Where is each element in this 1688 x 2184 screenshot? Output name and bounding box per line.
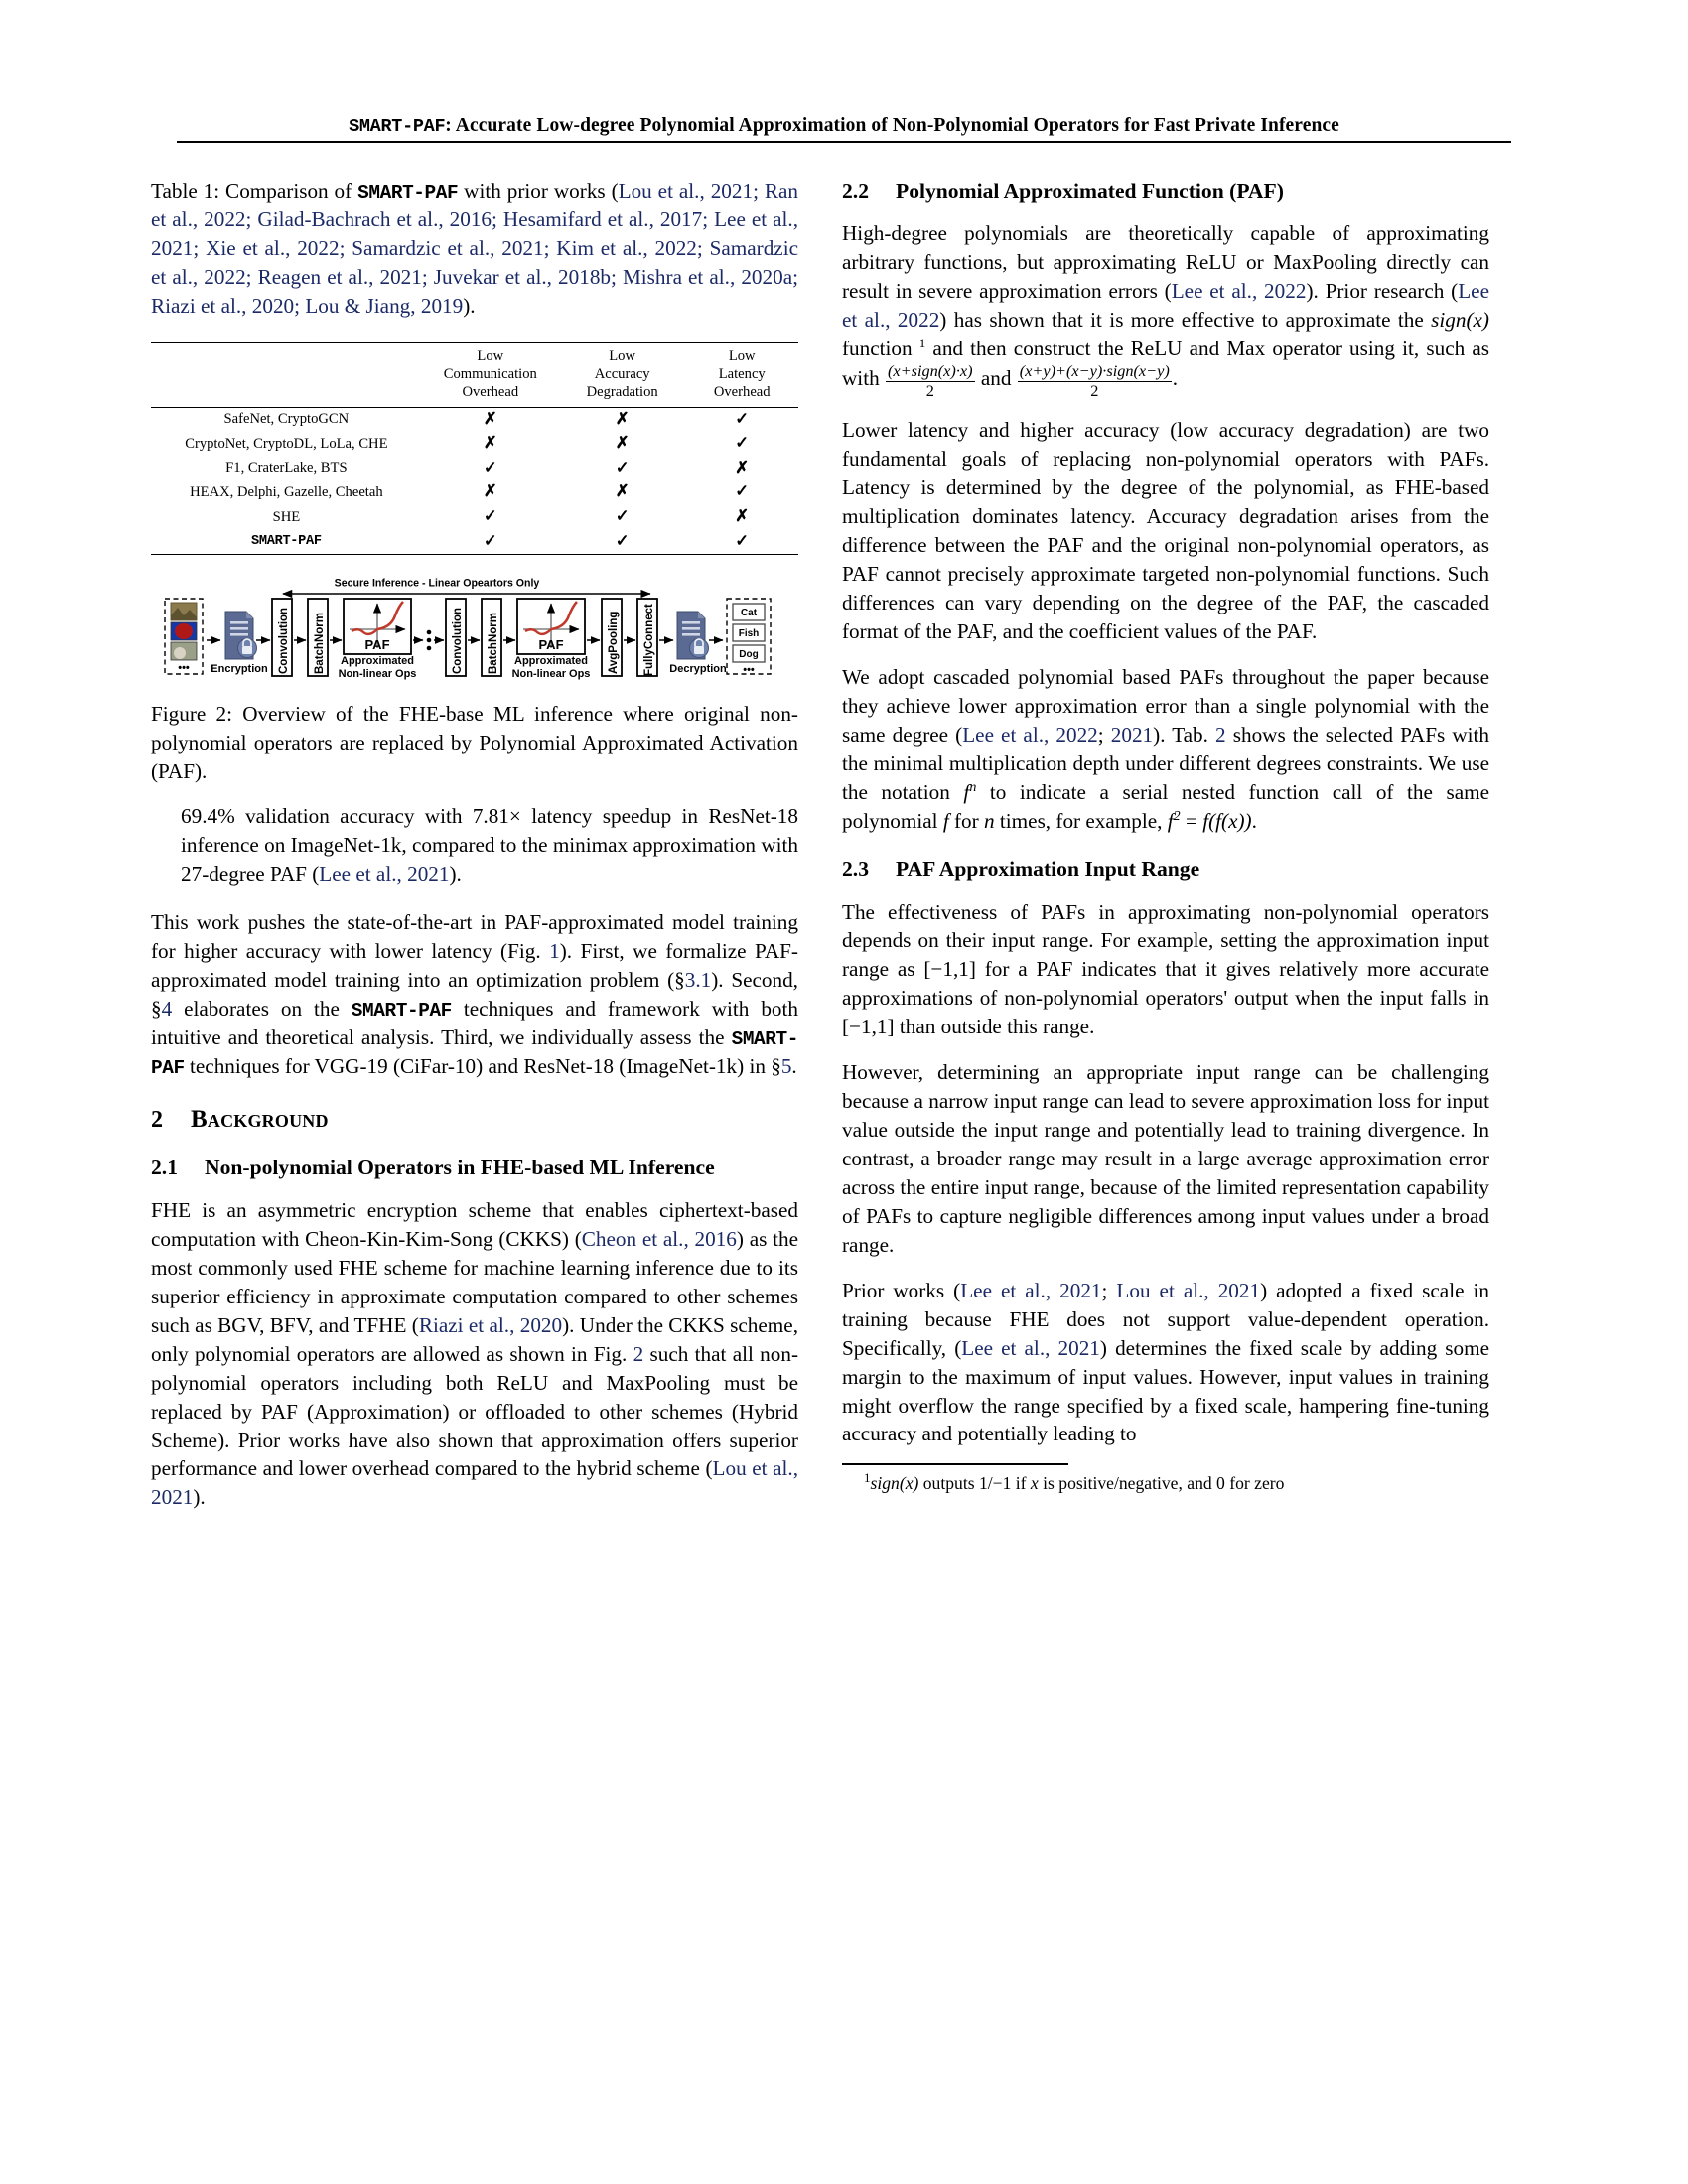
cross-icon: ✗ [483,408,497,428]
quote-pre: 69.4% validation accuracy with 7.81× latency speedup in ResNet-18 inference on ImageNet-1k, compared to the minimax approximation with 27-degree PAF ( [181,803,798,886]
col1-line3: Degradation [586,384,658,401]
cross-icon: ✗ [735,506,750,526]
output-label-cat: Cat [740,608,758,619]
paf-block-1-label: PAF [364,637,390,653]
paragraph-lower-latency: Lower latency and higher accuracy (low accuracy degradation) are two fundamental goals of replacing non-polynomial operators with PAFs. Latency is determined by the degree of the polynomial, as FHE-based multiplication dominates latency. Accuracy degradation arises from the difference between the PAF and the original non-polynomial operators, as PAF cannot precisely approximate targeted non-polynomial functions. Such differences can vary depending on the degree of the PAF, the cascaded format of the PAF, and the coefficient values of the PAF. [842,418,1489,643]
section-22-number: 2.2 [842,179,869,203]
cross-icon: ✗ [483,481,497,501]
check-icon: ✓ [483,506,497,526]
footnote-1 [842,1469,1489,1495]
input-ellipsis: ••• [178,662,190,675]
hd-cite-lee1[interactable]: Lee et al., 2022 [1171,278,1307,303]
contrib-p6: techniques for VGG-19 (CiFar-10) and ResNet-18 (ImageNet-1k) in § [184,1054,781,1079]
check-icon: ✓ [615,506,630,526]
table-row [151,529,798,554]
contrib-p3: ). Second, § [151,967,798,1021]
table-row-name: SMART-PAF [251,533,322,549]
block-fullyconnect-label: FullyConnect [643,604,655,677]
casc-p4: shows the selected PAFs with the minimal multiplication depth under different degrees constraints. We use the notation [842,722,1489,804]
block-batchnorm-2-label: BatchNorm [488,613,499,675]
contribution-quote [151,802,798,888]
hd-p7: . [1172,365,1179,390]
fhe-p1: FHE is an asymmetric encryption scheme that enables ciphertext-based computation with Cheon-Kin-Kim-Song (CKKS) ( [151,1198,798,1251]
casc-p2: ; [1097,722,1111,747]
table-row-name: SafeNet, CryptoGCN [223,411,350,428]
block-convolution-1-label: Convolution [278,608,290,675]
hd-p2: ). Prior research ( [1306,278,1459,303]
table1-caption-lead: Table 1: Comparison of [151,179,358,203]
hd-p1: High-degree polynomials are theoretically capable of approximating arbitrary functions, but approximating ReLU or MaxPooling directly can result in severe approximation errors ( [842,221,1489,303]
formula-relu [886,360,975,400]
check-icon: ✓ [615,457,630,477]
contrib-mono2: SMART-PAF [151,1028,798,1080]
casc-tab2-ref[interactable]: 2 [1215,722,1226,747]
fhe-cite-cheon[interactable]: Cheon et al., 2016 [581,1226,737,1251]
casc-f-symbol: f [942,808,949,833]
paragraph-prior-works [842,1277,1489,1449]
footnote-1-text-a: outputs 1/−1 if [918,1472,1031,1493]
paragraph-fhe [151,1196,798,1512]
casc-ffx: f(f(x)) [1202,808,1252,833]
casc-p3: ). Tab. [1153,722,1216,747]
col0-line1: Low [477,348,504,365]
fhe-p5: ). [193,1485,206,1510]
section-2-title: Background [191,1105,329,1133]
casc-fn-base: f [963,779,970,804]
contrib-mono1: SMART-PAF [351,999,452,1022]
table-row [151,505,798,530]
casc-n-symbol: n [984,808,995,833]
paragraph-contributions [151,908,798,1082]
col2-line1: Low [728,348,756,365]
formula-max-denominator: 2 [1090,380,1099,400]
input-image-2-detail [175,623,193,639]
section-22-heading [842,177,1489,205]
casc-cite-2021[interactable]: 2021 [1110,722,1154,747]
paragraph-high-degree [842,219,1489,399]
output-label-fish: Fish [738,628,760,640]
table-rule-bottom [151,555,798,556]
check-icon: ✓ [735,408,750,428]
paf-block-2-sub2: Non-linear Ops [511,668,591,681]
section-21-title: Non-polynomial Operators in FHE-based ML Inference [205,1155,715,1179]
figure2-caption: Figure 2: Overview of the FHE-base ML inference where original non-polynomial operators are replaced by Polynomial Approximated Activation (PAF). [151,702,798,783]
table-header-row [151,343,798,407]
formula-relu-denominator: 2 [925,380,934,400]
footnote-1-sign: sign(x) [870,1472,919,1493]
output-ellipsis: ••• [743,664,755,677]
check-icon: ✓ [483,457,497,477]
check-icon: ✓ [615,530,630,550]
secure-inference-label: Secure Inference - Linear Opeartors Only [334,577,540,590]
casc-p1: We adopt cascaded polynomial based PAFs throughout the paper because they achieve lower approximation error than a single polynomial with the same degree ( [842,664,1489,747]
quote-post: ). [449,861,462,886]
hd-p3: ) has shown that it is more effective to approximate the [939,307,1432,332]
running-header-rest: : Accurate Low-degree Polynomial Approximation of Non-Polynomial Operators for Fast Private Inference [445,115,1339,136]
fhe-p3: ). Under the CKKS scheme, only polynomial operators are allowed as shown in Fig. [151,1312,798,1366]
casc-p5: to indicate a serial nested function call of the same polynomial [842,779,1489,833]
check-icon: ✓ [735,433,750,453]
table1-caption-mono: SMART-PAF [357,182,459,204]
casc-cite-lee2022[interactable]: Lee et al., 2022 [962,722,1098,747]
cross-icon: ✗ [735,457,750,477]
fhe-cite-lou[interactable]: Lou et al., 2021 [151,1456,798,1510]
hd-p4: function [842,336,919,360]
section-2-heading [151,1106,798,1134]
fhe-p4: such that all non-polynomial operators including both ReLU and MaxPooling must be replaced by PAF (Approximation) or offloaded to other schemes (Hybrid Scheme). Prior works have also shown that approximation offers superior performance and lower overhead compared to the hybrid scheme ( [151,1341,798,1481]
hd-cite-lee2[interactable]: Lee et al., 2022 [842,278,1489,332]
paf-block-1-sub1: Approximated [341,655,414,668]
rule-line [151,555,798,556]
paf-block-1-sub2: Non-linear Ops [338,668,417,681]
prior-p3: ) adopted a fixed scale in training because FHE does not support value-dependent operation. Specifically, ( [842,1278,1489,1360]
table-header-latency [685,343,798,407]
right-column [842,177,1489,1494]
section-23-number: 2.3 [842,857,869,882]
table-row-name: SHE [272,508,301,525]
fhe-p2: ) as the most commonly used FHE scheme for machine learning inference due to its superior efficiency in approximate computation compared to other schemes such as BGV, BFV, and TFHE ( [151,1226,798,1337]
col2-line2: Latency [718,366,766,383]
contrib-sec31-ref[interactable]: 3.1 [684,967,712,992]
input-image-3-detail [174,647,186,659]
cross-icon: ✗ [615,481,630,501]
check-icon: ✓ [735,481,750,501]
contrib-p5: techniques and framework with both intuitive and theoretical analysis. Third, we individually assess the [151,996,798,1049]
fhe-fig2-ref[interactable]: 2 [633,1341,644,1366]
check-icon: ✓ [483,530,497,550]
casc-p8: = [1180,808,1203,833]
block-avgpooling-label: AvgPooling [608,611,620,675]
cross-icon: ✗ [483,433,497,453]
formula-relu-numerator: (x+sign(x)·x) [887,360,973,380]
table1-caption-citation[interactable]: Lou et al., 2021; Ran et al., 2022; Gilad-Bachrach et al., 2016; Hesamifard et al., 2017; Lee et al., 2021; Xie et al., 2022; Samardzic et al., 2021; Kim et al., 2022; Samardzic et al., 2022; Reagen et al., 2021; Juvekar et al., 2018b; Mishra et al., 2020a; Riazi et al., 2020; Lou & Jiang, 2019 [151,179,798,319]
table-row [151,457,798,481]
block-batchnorm-1-label: BatchNorm [314,613,326,675]
casc-p7: times, for example, [994,808,1168,833]
casc-p9: . [1251,808,1257,833]
section-22-title: Polynomial Approximated Function (PAF) [896,179,1284,203]
encryption-label: Encryption [211,663,268,676]
footnote-marker-1[interactable]: 1 [918,335,926,350]
comparison-table [151,342,798,555]
sequence-dots-1 [427,630,432,651]
hd-p6: and [975,365,1017,390]
paragraph-input-range: The effectiveness of PAFs in approximating non-polynomial operators depends on their input range. For example, setting the approximation input range as [−1,1] for a PAF indicates that it gives relatively more accurate approximations of non-polynomial operators' output when the input falls in [−1,1] than outside this range. [842,899,1489,1039]
formula-max-numerator: (x+y)+(x−y)·sign(x−y) [1019,360,1170,380]
contrib-sec4-ref[interactable]: 4 [161,996,173,1021]
formula-max [1018,360,1172,400]
col1-line1: Low [609,348,636,365]
table-row-name: F1, CraterLake, BTS [225,460,348,477]
quote-citation[interactable]: Lee et al., 2021 [319,861,450,886]
table-row [151,432,798,457]
hd-p5: and then construct the ReLU and Max operator using it, such as with [842,336,1489,390]
cross-icon: ✗ [615,408,630,428]
fhe-cite-riazi[interactable]: Riazi et al., 2020 [418,1312,563,1337]
col1-line2: Accuracy [594,366,650,383]
table-header-communication [422,343,559,407]
table1-caption-mid: with prior works ( [458,179,619,203]
check-icon: ✓ [735,530,750,550]
table-row [151,480,798,505]
section-2-number: 2 [151,1106,164,1133]
left-column [151,177,798,1529]
table-row-name: HEAX, Delphi, Gazelle, Cheetah [190,483,383,500]
col0-line3: Overhead [462,384,519,401]
running-header-mono: SMART-PAF [349,116,446,137]
table-row-name: CryptoNet, CryptoDL, LoLa, CHE [185,435,388,452]
col2-line3: Overhead [713,384,771,401]
section-23-title: PAF Approximation Input Range [896,857,1200,882]
footnote-rule [842,1463,1068,1464]
prior-cite-lee2021a[interactable]: Lee et al., 2021 [960,1278,1102,1302]
section-21-heading [151,1154,798,1181]
prior-cite-lee2021b[interactable]: Lee et al., 2021 [961,1335,1100,1360]
figure2-diagram [151,575,798,682]
casc-f2-exponent: 2 [1173,808,1181,824]
decryption-icon [677,612,709,659]
casc-f2-base: f [1167,808,1174,833]
table1-caption-tail: ). [463,294,476,319]
contrib-p4: elaborates on the [172,996,352,1021]
footnote-1-x: x [1030,1472,1039,1493]
running-header [177,115,1511,137]
comparison-table-body [151,408,798,555]
footnote-1-text-b: is positive/negative, and 0 for zero [1038,1472,1285,1493]
paf-block-2-label: PAF [538,637,564,653]
contrib-sec5-ref[interactable]: 5 [780,1054,792,1079]
hd-sign-function: sign(x) [1431,307,1489,332]
casc-fn-exponent: n [969,779,977,795]
contrib-p7: . [791,1054,797,1079]
table1-caption [151,177,798,321]
prior-cite-lou2021[interactable]: Lou et al., 2021 [1116,1278,1261,1302]
prior-p4: ) determines the fixed scale by adding some margin to the maximum of input values. However, input values in training might overflow the range specified by a fixed scale, hampering fine-tuning accuracy and potentially leading to [842,1335,1489,1446]
paragraph-cascaded [842,663,1489,836]
encryption-icon [225,612,257,659]
cross-icon: ✗ [615,433,630,453]
output-label-dog: Dog [739,649,759,661]
block-convolution-2-label: Convolution [452,608,464,675]
footnote-1-marker: 1 [864,1469,871,1485]
table-header-accuracy [559,343,686,407]
table-row [151,408,798,433]
section-23-heading [842,855,1489,883]
contrib-p2: ). First, we formalize PAF-approximated model training into an optimization problem (§ [151,938,798,992]
col0-line2: Communication [443,366,537,383]
paf-block-2-sub1: Approximated [514,655,588,668]
contrib-p1: This work pushes the state-of-the-art in PAF-approximated model training for higher accuracy with lower latency (Fig. [151,909,798,963]
table-header-blank [151,343,422,407]
paragraph-however: However, determining an appropriate input range can be challenging because a narrow input range can lead to severe approximation loss for input value outside the input range and potentially lead to training divergence. In contrast, a broader range may result in a large average approximation error across the entire input range, because of the limited representation capability of PAFs to capture negligible differences among input values under a broad range. [842,1060,1489,1257]
header-rule [177,141,1511,143]
prior-p1: Prior works ( [842,1278,961,1302]
section-21-number: 2.1 [151,1155,178,1179]
contrib-fig1-ref[interactable]: 1 [549,938,560,963]
prior-p2: ; [1101,1278,1117,1302]
decryption-label: Decryption [669,663,727,676]
casc-p6: for [948,808,985,833]
